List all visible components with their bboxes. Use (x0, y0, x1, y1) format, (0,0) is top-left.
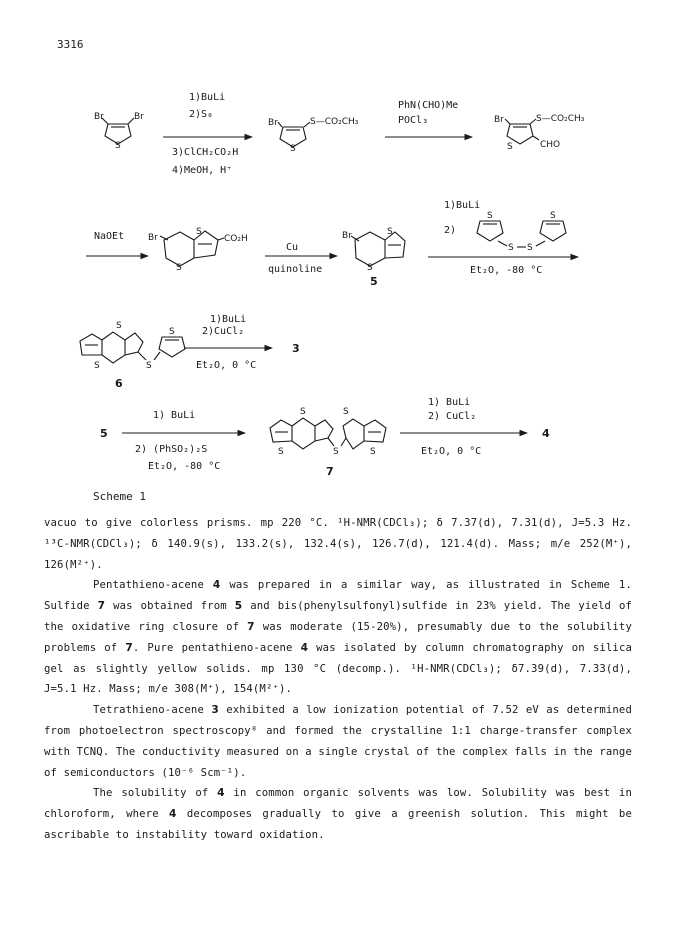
atom-s: S (94, 361, 100, 371)
formyl-thiophene-structure (494, 114, 585, 152)
atom-br: Br (342, 231, 352, 241)
compound-number: 4 (542, 427, 550, 440)
reagent-text: 3)ClCH₂CO₂H (172, 147, 239, 158)
bromothienylthioacetate-structure (268, 117, 359, 154)
reagent-text: Et₂O, 0 °C (421, 446, 482, 457)
reagent-text: Cu (286, 242, 299, 253)
atom-br: Br (94, 112, 104, 122)
atom-br: Br (134, 112, 144, 122)
reagent-text: quinoline (268, 264, 323, 275)
atom-s: S (370, 447, 376, 457)
compound-7-structure (270, 407, 386, 478)
reagent-text: Et₂O, 0 °C (196, 360, 257, 371)
atom-s: S (333, 447, 339, 457)
atom-s: S (176, 263, 182, 273)
cho-label: CHO (540, 140, 561, 150)
atom-s: S (169, 327, 175, 337)
atom-s: S (508, 243, 514, 253)
paragraph-pentathieno-acene: Pentathieno-acene 4 was prepared in a similar way, as illustrated in Scheme 1. Sulfide 7 was obtained from 5 and bis(phenylsulfonyl)sulfide in 23% yield. The yield of the oxidative ring closure of 7 was moderate (15-20%), presumably due to the solubility problems of 7. Pure pentathieno-acene 4 was isolated by column chromatography on silica gel as slightly yellow solids. mp 130 °C (decomp.). ¹H-NMR(CDCl₃); δ7.39(d), 7.33(d), J=5.1 Hz. Mass; m/e 308(M⁺), 154(M²⁺). (44, 579, 632, 696)
reagent-text: PhN(CHO)Me (398, 100, 459, 111)
article-body (44, 513, 632, 846)
ester-label: S—CO₂CH₃ (310, 117, 359, 127)
reagent-text: 4)MeOH, H⁺ (172, 165, 233, 176)
compound-6-structure (80, 321, 185, 390)
atom-s: S (115, 141, 121, 151)
ester-label: S—CO₂CH₃ (536, 114, 585, 124)
atom-s: S (290, 144, 296, 154)
paragraph-tetrathieno-acene: Tetrathieno-acene 3 exhibited a low ionization potential of 7.52 eV as determined from photoelectron spectroscopy⁸ and formed the crystalline 1:1 charge-transfer complex with TCNQ. The conductivity measured on a single crystal of the complex falls in the range of semiconductors (10⁻⁶ Scm⁻¹). (44, 704, 632, 779)
atom-br: Br (268, 118, 278, 128)
dithienyl-disulfide-structure (477, 211, 566, 253)
atom-s: S (507, 142, 513, 152)
compound-number: 5 (370, 275, 378, 288)
atom-s: S (527, 243, 533, 253)
reagent-text: Et₂O, -80 °C (148, 461, 221, 472)
compound-number: 6 (115, 377, 123, 390)
atom-s: S (300, 407, 306, 417)
atom-s: S (146, 361, 152, 371)
reagent-text: POCl₃ (398, 115, 429, 126)
reagent-text: 2)CuCl₂ (202, 326, 245, 337)
atom-br: Br (494, 115, 504, 125)
atom-s: S (116, 321, 122, 331)
reagent-text: 2) (PhSO₂)₂S (135, 444, 208, 455)
atom-s: S (487, 211, 493, 221)
reagent-text: 1)BuLi (189, 92, 226, 103)
bromothienothiophene-carboxylic-acid-structure (148, 227, 248, 273)
atom-s: S (278, 447, 284, 457)
scheme-caption: Scheme 1 (93, 490, 146, 503)
atom-s: S (387, 227, 393, 237)
dibromothiophene-structure (94, 112, 144, 151)
bromothienothiophene-structure (342, 227, 405, 288)
reagent-text: 1)BuLi (444, 200, 481, 211)
compound-number: 3 (292, 342, 300, 355)
page-number: 3316 (57, 38, 84, 51)
reagent-text: 1) BuLi (153, 410, 196, 421)
reagent-text: 1) BuLi (428, 397, 471, 408)
reagent-text: NaOEt (94, 231, 125, 242)
acid-label: CO₂H (224, 234, 248, 244)
atom-s: S (343, 407, 349, 417)
compound-number: 7 (326, 465, 334, 478)
reagent-text: 2) CuCl₂ (428, 411, 477, 422)
paragraph-characterization: vacuo to give colorless prisms. mp 220 °C. ¹H-NMR(CDCl₃); δ 7.37(d), 7.31(d), J=5.3 Hz. ¹³C-NMR(CDCl₃); δ 140.9(s), 133.2(s), 132.4(s), 126.7(d), 121.4(d). Mass; m/e 252(M⁺), 126(M²⁺). (44, 517, 632, 571)
paragraph-solubility: The solubility of 4 in common organic solvents was low. Solubility was best in chloroform, where 4 decomposes gradually to give a greenish solution. This might be ascribable to instability toward oxidation. (44, 787, 632, 841)
atom-s: S (367, 263, 373, 273)
reagent-text: 2) (444, 225, 457, 236)
atom-s: S (550, 211, 556, 221)
reagent-text: Et₂O, -80 °C (470, 265, 543, 276)
atom-br: Br (148, 233, 158, 243)
reagent-text: 1)BuLi (210, 314, 247, 325)
compound-number: 5 (100, 427, 108, 440)
atom-s: S (196, 227, 202, 237)
reagent-text: 2)S₈ (189, 109, 214, 120)
